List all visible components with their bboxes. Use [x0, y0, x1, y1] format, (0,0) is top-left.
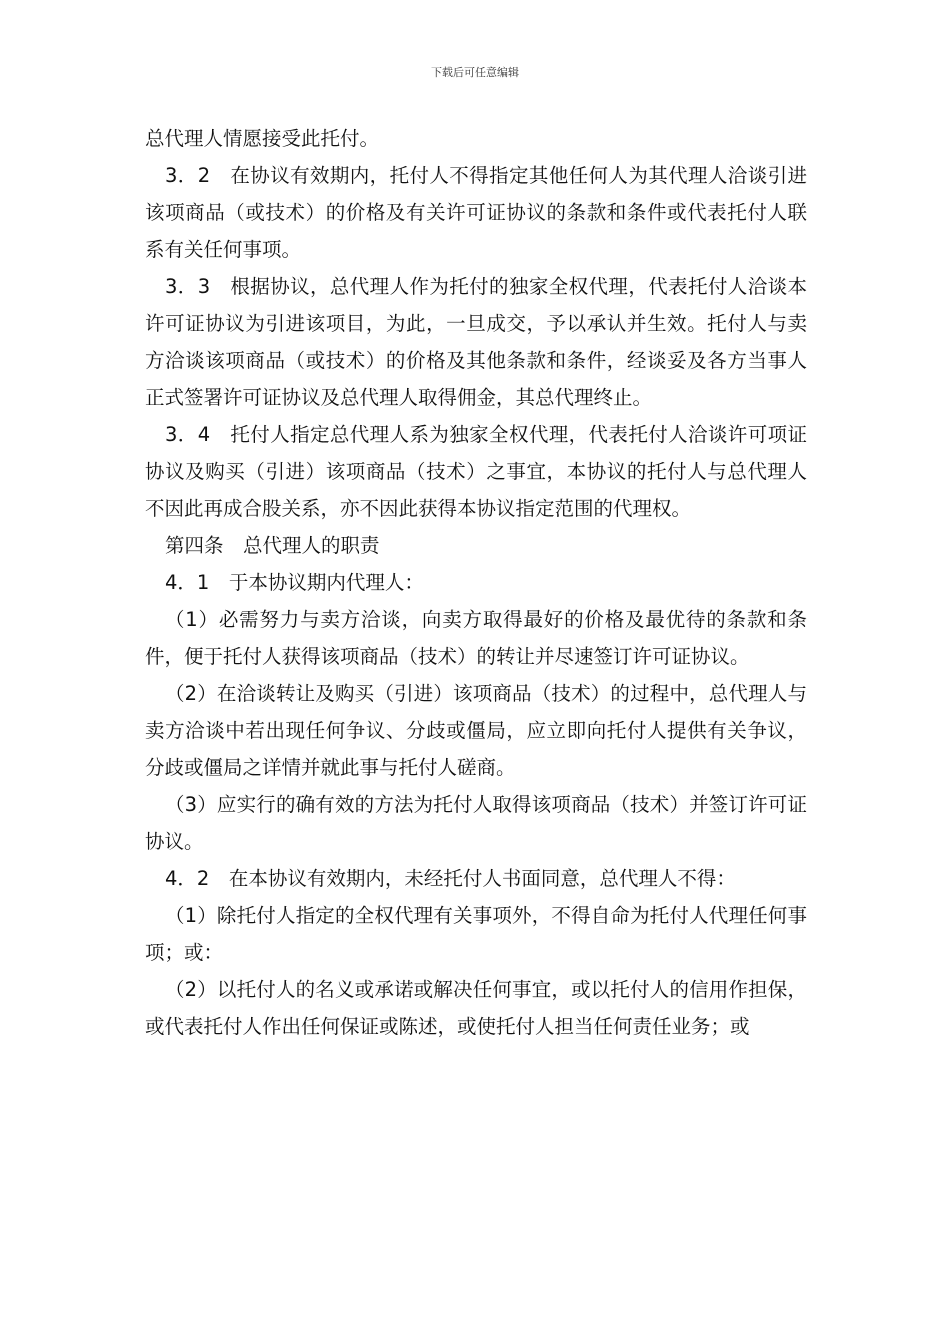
clause-4-2: 4．2 在本协议有效期内，未经托付人书面同意，总代理人不得： — [165, 867, 736, 890]
clause-4-1-item-1: （1）必需努力与卖方洽谈，向卖方取得最好的价格及最优待的条款和条件，便于托付人获得该项商品（技术）的转让并尽速签订许可证协议。 — [145, 608, 807, 668]
page-header-note: 下载后可任意编辑 — [431, 66, 519, 79]
clause-4-1-item-3: （3）应实行的确有效的方法为托付人取得该项商品（技术）并签订许可证协议。 — [145, 793, 807, 853]
clause-3-3: 3．3 根据协议，总代理人作为托付的独家全权代理，代表托付人洽谈本许可证协议为引进该项目，为此，一旦成交，予以承认并生效。托付人与卖方洽谈该项商品（或技术）的价格及其他条款和条件，经谈妥及各方当事人正式签署许可证协议及总代理人取得佣金，其总代理终止。 — [145, 275, 807, 409]
clause-4-1-item-2: （2）在洽谈转让及购买（引进）该项商品（技术）的过程中，总代理人与卖方洽谈中若出现任何争议、分歧或僵局，应立即向托付人提供有关争议，分歧或僵局之详情并就此事与托付人磋商。 — [145, 682, 807, 779]
document-body — [145, 120, 807, 1045]
clause-3-4: 3．4 托付人指定总代理人系为独家全权代理，代表托付人洽谈许可项证协议及购买（引进）该项商品（技术）之事宜，本协议的托付人与总代理人不因此再成合股关系，亦不因此获得本协议指定范围的代理权。 — [145, 423, 807, 520]
clause-4-2-item-1: （1）除托付人指定的全权代理有关事项外，不得自命为托付人代理任何事项；或： — [145, 904, 807, 964]
clause-4-2-item-2: （2）以托付人的名义或承诺或解决任何事宜，或以托付人的信用作担保，或代表托付人作出任何保证或陈述，或使托付人担当任何责任业务；或 — [145, 978, 807, 1038]
paragraph-continuation: 总代理人情愿接受此托付。 — [145, 127, 380, 150]
clause-4-1: 4．1 于本协议期内代理人： — [165, 571, 424, 594]
article-4-heading: 第四条 总代理人的职责 — [165, 534, 380, 557]
clause-3-2: 3．2 在协议有效期内，托付人不得指定其他任何人为其代理人洽谈引进该项商品（或技术）的价格及有关许可证协议的条款和条件或代表托付人联系有关任何事项。 — [145, 164, 807, 261]
